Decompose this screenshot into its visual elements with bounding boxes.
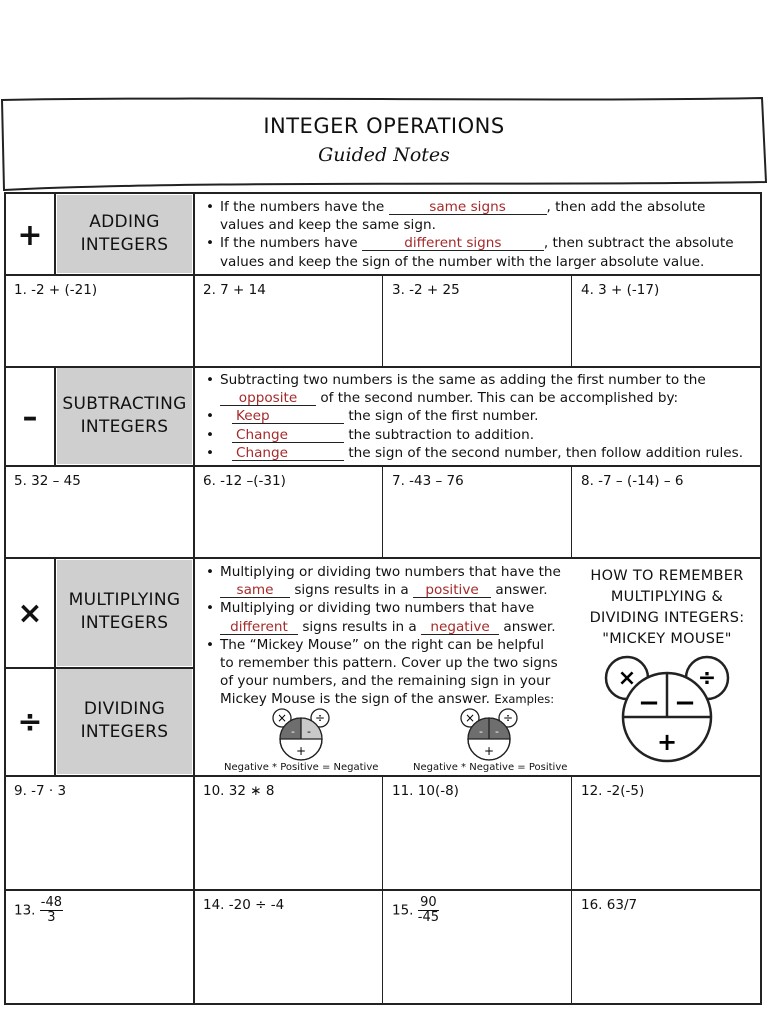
answer-blank: opposite [220, 391, 316, 406]
svg-text:-: - [307, 725, 311, 738]
adding-rules: • If the numbers have the same signs , then add the absolute values and keep the same sign. • If the numbers have different signs , then subtract the absolute values and keep the sign of the number with the larger absolute value. [202, 198, 754, 271]
problem-2: 2. 7 + 14 [203, 282, 266, 298]
dividing-label: DIVIDING INTEGERS [80, 699, 169, 742]
answer-blank: different signs [362, 236, 544, 251]
answer-blank: Change [232, 428, 344, 443]
divide-sign: ÷ [697, 666, 717, 691]
svg-text:+: + [295, 744, 307, 758]
svg-text:-: - [495, 725, 499, 738]
plus-sign: + [656, 728, 678, 756]
problem-13: 13. $\frac{-48}{3}$ [14, 895, 63, 925]
problem-14: 14. -20 ÷ -4 [203, 897, 285, 913]
adding-label: ADDING INTEGERS [80, 212, 169, 255]
minus-icon: – [22, 400, 38, 435]
answer-blank: same [220, 583, 290, 598]
svg-text:+: + [483, 744, 495, 758]
problem-1: 1. -2 + (-21) [14, 282, 98, 298]
problem-3: 3. -2 + 25 [392, 282, 460, 298]
example-mickey-1 [262, 706, 342, 766]
problem-4: 4. 3 + (-17) [581, 282, 660, 298]
problem-5: 5. 32 – 45 [14, 473, 81, 489]
svg-text:-: - [479, 725, 483, 738]
problem-10: 10. 32 ∗ 8 [203, 783, 275, 799]
example-mickey-2 [450, 706, 530, 766]
problem-15: 15. $\frac{90}{-45}$ [392, 895, 440, 925]
multiply-icon: × [17, 596, 43, 631]
answer-blank: same signs [389, 200, 547, 215]
svg-text:×: × [464, 711, 476, 725]
svg-text:×: × [276, 711, 288, 725]
example-caption-2: Negative * Negative = Positive [413, 762, 568, 773]
multiply-sign: × [617, 666, 637, 691]
divide-icon: ÷ [17, 705, 43, 740]
mickey-title: HOW TO REMEMBER MULTIPLYING & DIVIDING INTEGERS: "MICKEY MOUSE" [589, 568, 745, 647]
svg-text:÷: ÷ [314, 711, 326, 725]
page-title: INTEGER OPERATIONS [263, 114, 505, 138]
problem-11: 11. 10(-8) [392, 783, 459, 799]
minus-sign: − [674, 688, 696, 718]
subtracting-rules: • Subtracting two numbers is the same as adding the first number to the opposite of the second number. This can be accomplished by: • Keep the sign of the first number. • Change the subtraction to addition. • Change the sign of the second number, then follow addition rules. [202, 371, 758, 462]
problem-6: 6. -12 –(-31) [203, 473, 286, 489]
multiplying-rules: • Multiplying or dividing two numbers that have the same signs results in a positive answer. • Multiplying or dividing two numbers that have different signs results in a negative answer. • The “Mickey Mouse” on the right can be helpful to remember this pattern. Cover up the two signs of your numbers, and the remaining sign in your Mickey Mouse is the sign of the answer. Examples: [202, 563, 572, 709]
subtracting-label: SUBTRACTING INTEGERS [62, 394, 187, 437]
mickey-mouse-diagram [598, 654, 748, 766]
problem-7: 7. -43 – 76 [392, 473, 464, 489]
answer-blank: different [220, 620, 298, 635]
answer-blank: Change [232, 446, 344, 461]
svg-text:-: - [291, 725, 295, 738]
plus-icon: + [17, 218, 43, 253]
page-subtitle: Guided Notes [318, 144, 450, 166]
multiplying-label: MULTIPLYING INTEGERS [68, 590, 181, 633]
svg-text:÷: ÷ [502, 711, 514, 725]
problem-16: 16. 63/7 [581, 897, 638, 913]
problem-9: 9. -7 · 3 [14, 783, 67, 799]
example-caption-1: Negative * Positive = Negative [224, 762, 379, 773]
answer-blank: positive [413, 583, 491, 598]
problem-8: 8. -7 – (-14) – 6 [581, 473, 684, 489]
answer-blank: negative [421, 620, 499, 635]
minus-sign: − [638, 688, 660, 718]
answer-blank: Keep [232, 409, 344, 424]
problem-12: 12. -2(-5) [581, 783, 645, 799]
